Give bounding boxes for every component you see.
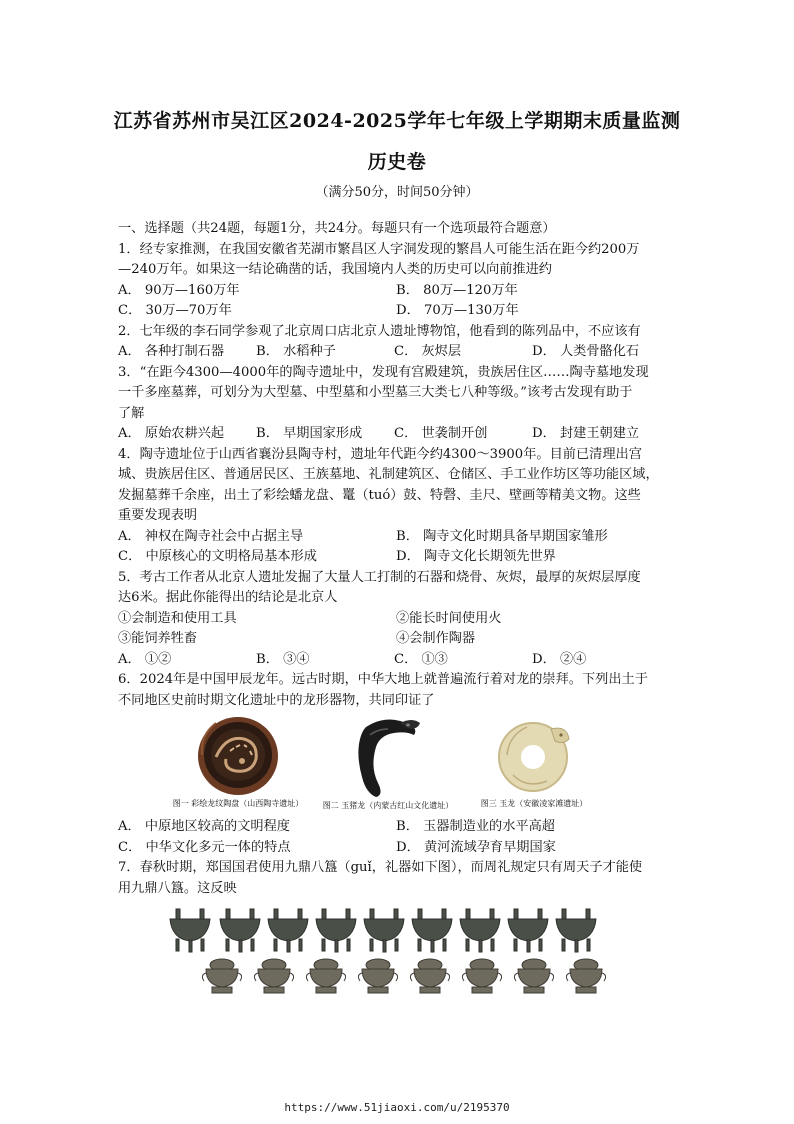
q3-option-c: C． 世袭制开创 <box>394 426 488 441</box>
exam-subject: 历史卷 <box>367 151 427 173</box>
q5-stem-line1: 5．考古工作者从北京人遗址发掘了大量人工打制的石器和烧骨、灰烬，最厚的灰烬层厚度 <box>118 569 641 585</box>
q5-option-c: C． ①③ <box>394 651 448 667</box>
figure-jade-pig-dragon <box>318 715 458 811</box>
q2-option-c: C． 灰烬层 <box>394 344 462 359</box>
q5-item-3: ③能饲养牲畜 <box>118 631 198 646</box>
q6-option-b: B． 玉器制造业的水平高超 <box>396 819 555 834</box>
q2-option-b: B． 水稻种子 <box>256 344 336 359</box>
q2-option-a: A． 各种打制石器 <box>118 344 225 359</box>
gui-row <box>202 959 605 993</box>
q1-options-row1 <box>118 281 678 302</box>
figure1-caption: 图一 彩绘龙纹陶盘（山西陶寺遗址） <box>172 799 304 808</box>
q3-stem-line3: 了解 <box>118 405 145 421</box>
q5-option-a: A． ①② <box>118 651 172 667</box>
nine-ding-eight-gui-image <box>118 905 678 1009</box>
dragon-plate-image <box>196 715 280 797</box>
q6-option-c: C． 中华文化多元一体的特点 <box>118 839 291 855</box>
footer-url-text[interactable]: https://www.51jiaoxi.com/u/2195370 <box>284 1101 510 1114</box>
q6-option-a: A． 中原地区较高的文明程度 <box>118 819 290 834</box>
q1-option-b: B． 80万—120万年 <box>396 282 518 298</box>
jade-pig-dragon-image <box>348 715 428 799</box>
q3-stem-line2: 一千多座墓葬，可划分为大型墓、中型墓和小型墓三大类七八种等级。”该考古发现有助于 <box>118 385 633 400</box>
footer-url[interactable] <box>0 1101 794 1114</box>
q1-stem-line1: 1．经专家推测，在我国安徽省芜湖市繁昌区人字洞发现的繁昌人可能生活在距今约200万 <box>118 241 640 257</box>
jade-dragon-image <box>493 715 575 797</box>
ding-row <box>170 909 596 952</box>
q4-option-a: A． 神权在陶寺社会中占据主导 <box>118 528 304 544</box>
q3-option-a: A． 原始农耕兴起 <box>118 426 225 441</box>
q5-item-2: ②能长时间使用火 <box>396 610 502 626</box>
q6-options-row1 <box>118 817 678 838</box>
q3-option-b: B． 早期国家形成 <box>256 426 363 441</box>
question-body <box>118 219 678 1009</box>
q7-stem-line2: 用九鼎八簋。这反映 <box>118 880 237 896</box>
q1-stem-line2: —240万年。如果这一结论确凿的话，我国境内人类的历史可以向前推进约 <box>118 262 552 277</box>
q5-item-1: ①会制造和使用工具 <box>118 610 237 626</box>
q6-options-row2 <box>118 838 678 859</box>
exam-title: 江苏省苏州市吴江区2024-2025学年七年级上学期期末质量监测 <box>113 110 681 132</box>
q1-option-c: C． 30万—70万年 <box>118 303 232 318</box>
q6-stem-line1: 6．2024年是中国甲辰龙年。远古时期，中华大地上就普遍流行着对龙的崇拜。下列出土于 <box>118 672 648 687</box>
q4-option-d: D． 陶寺文化长期领先世界 <box>396 549 556 564</box>
q3-option-d: D． 封建王朝建立 <box>532 426 640 441</box>
q5-items-row1 <box>118 609 678 630</box>
q4-option-b: B． 陶寺文化时期具备早期国家雏形 <box>396 528 608 544</box>
q4-stem-line2: 城、贵族居住区、普通居民区、王族墓地、礼制建筑区、仓储区、手工业作坊区等功能区域， <box>118 467 659 482</box>
exam-note: （满分50分，时间50分钟） <box>315 185 479 200</box>
q2-options <box>118 342 678 363</box>
q1-options-row2 <box>118 301 678 322</box>
q5-stem-line2: 达6米。据此你能得出的结论是北京人 <box>118 590 338 605</box>
q5-option-b: B． ③④ <box>256 651 310 667</box>
figure3-caption: 图三 玉龙（安徽凌家滩遗址） <box>480 799 588 808</box>
q3-options <box>118 424 678 445</box>
q4-option-c: C． 中原核心的文明格局基本形成 <box>118 549 317 564</box>
q4-options-row2 <box>118 547 678 568</box>
q1-option-a: A． 90万—160万年 <box>118 282 240 298</box>
q4-stem-line3: 发掘墓葬千余座，出土了彩绘蟠龙盘、鼍（tuó）鼓、特磬、圭尺、壁画等精美文物。这些 <box>118 487 641 503</box>
q7-figure-bronzes <box>118 905 678 1009</box>
q6-stem-line2: 不同地区史前时期文化遗址中的龙形器物，共同印证了 <box>118 692 435 708</box>
q4-options-row1 <box>118 527 678 548</box>
q2-stem: 2．七年级的李石同学参观了北京周口店北京人遗址博物馆，他看到的陈列品中，不应该有 <box>118 323 641 339</box>
q5-option-d: D． ②④ <box>532 651 587 667</box>
section-heading: 一、选择题（共24题，每题1分，共24分。每题只有一个选项最符合题意） <box>118 221 556 236</box>
q5-items-row2 <box>118 629 678 650</box>
q7-stem-line1: 7．春秋时期，郑国国君使用九鼎八簋（guǐ，礼器如下图），而周礼规定只有周天子才能使 <box>118 860 643 875</box>
q6-figures <box>118 715 678 817</box>
q2-option-d: D． 人类骨骼化石 <box>532 344 640 359</box>
q5-options <box>118 650 678 671</box>
q1-option-d: D． 70万—130万年 <box>396 303 519 318</box>
q4-stem-line4: 重要发现表明 <box>118 508 198 523</box>
figure2-caption: 图二 玉猪龙（内蒙古红山文化遗址） <box>322 801 454 810</box>
figure-jade-dragon <box>464 715 604 809</box>
q3-stem-line1: 3．“在距今4300—4000年的陶寺遗址中，发现有宫殿建筑，贵族居住区……陶寺墓地发现 <box>118 364 649 380</box>
q6-option-d: D． 黄河流域孕育早期国家 <box>396 839 556 855</box>
q4-stem-line1: 4．陶寺遗址位于山西省襄汾县陶寺村，遗址年代距今约4300～3900年。目前已清理出宫 <box>118 446 642 462</box>
figure-dragon-plate <box>168 715 308 809</box>
q5-item-4: ④会制作陶器 <box>396 631 476 646</box>
